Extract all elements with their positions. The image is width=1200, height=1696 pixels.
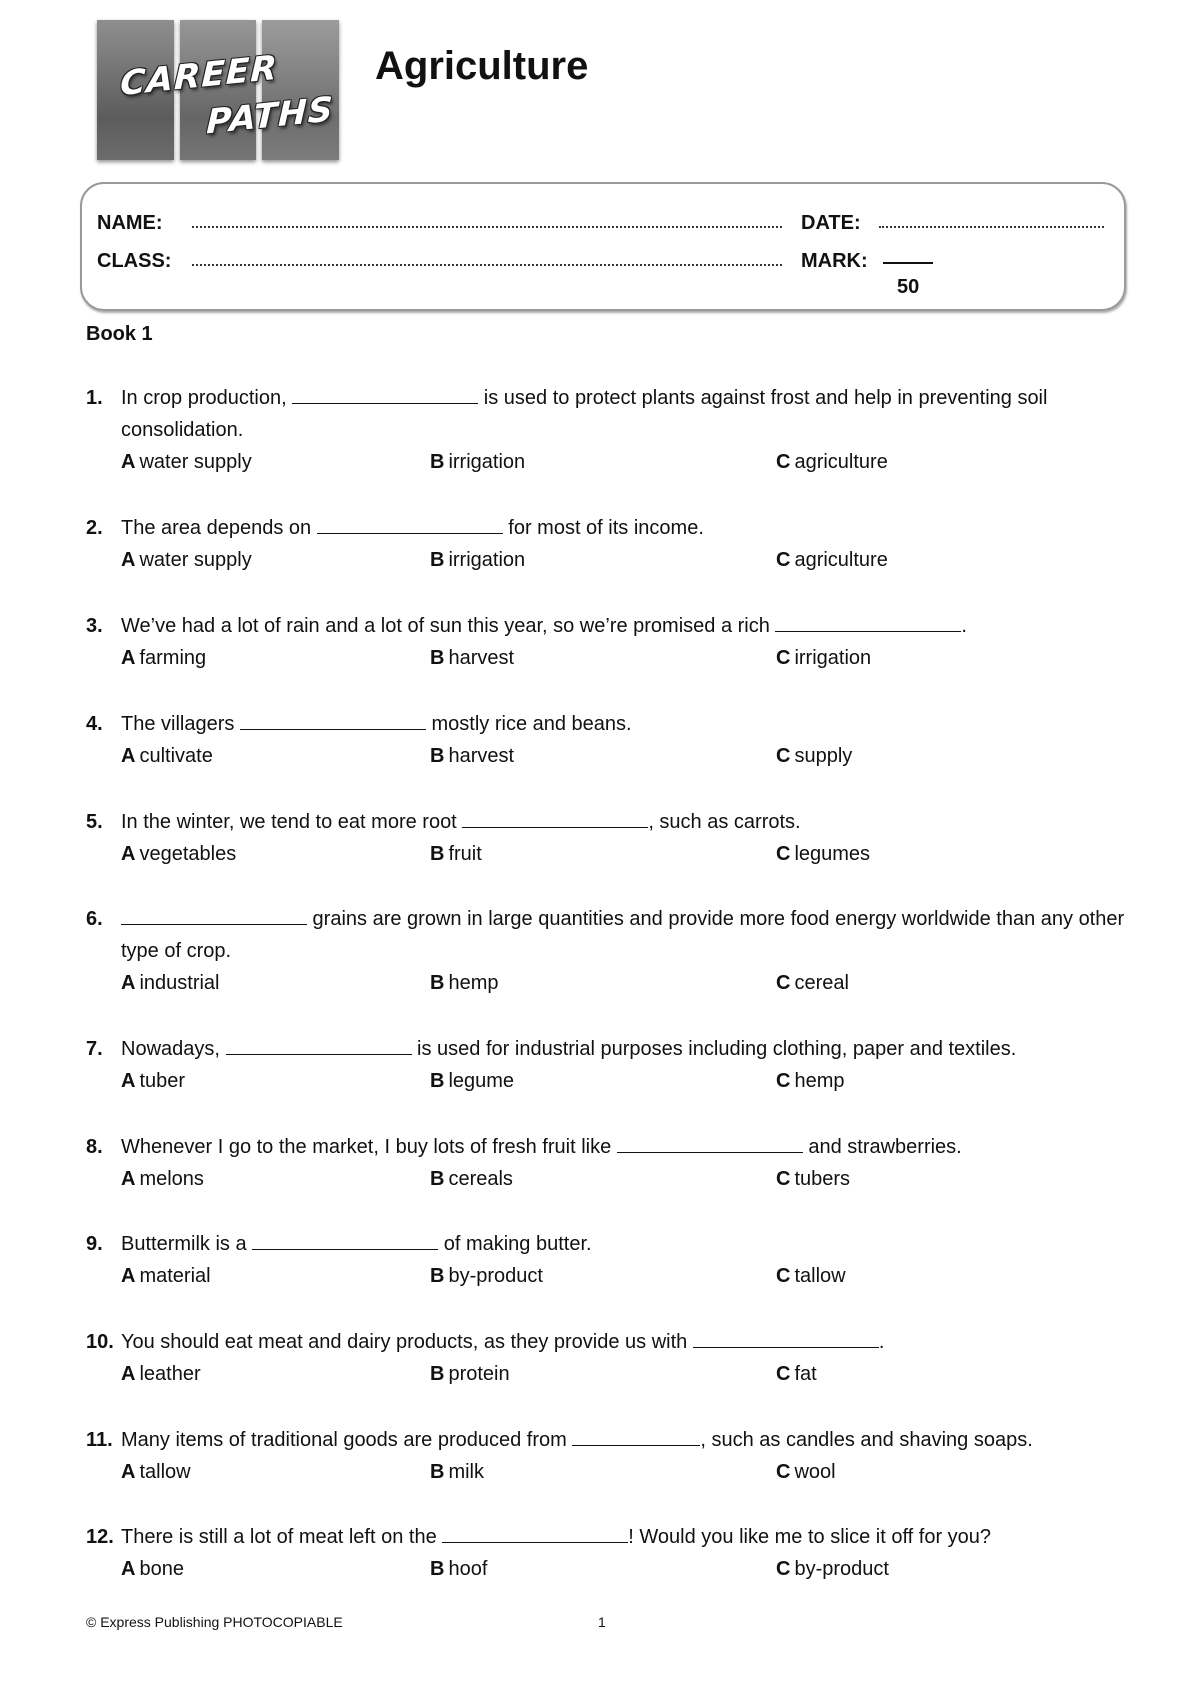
question-text-before: The area depends on xyxy=(121,517,317,539)
question-number: 2. xyxy=(86,517,103,539)
option-text: fruit xyxy=(448,843,482,865)
question-text-before: In crop production, xyxy=(121,387,293,409)
option-text: cultivate xyxy=(139,745,213,767)
option-text: agriculture xyxy=(794,451,888,473)
question-text xyxy=(86,806,1126,838)
answer-blank[interactable] xyxy=(617,1133,803,1153)
option-letter: C xyxy=(776,1070,791,1092)
option-a[interactable] xyxy=(121,740,213,772)
option-text: cereal xyxy=(794,972,849,994)
question-number: 9. xyxy=(86,1233,103,1255)
answer-options xyxy=(86,1553,1126,1585)
option-letter: B xyxy=(430,1461,445,1483)
question-11 xyxy=(86,1424,1126,1488)
option-b[interactable] xyxy=(430,544,525,576)
question-text xyxy=(86,708,1126,740)
question-text-after: , such as carrots. xyxy=(648,811,801,833)
question-text-after: and strawberries. xyxy=(802,1136,962,1158)
answer-options xyxy=(86,446,1126,478)
answer-blank[interactable] xyxy=(442,1523,628,1543)
question-text-after: , such as candles and shaving soaps. xyxy=(700,1429,1033,1451)
question-5 xyxy=(86,806,1126,870)
answer-options xyxy=(86,740,1126,772)
option-letter: B xyxy=(430,1265,445,1287)
option-text: legumes xyxy=(794,843,871,865)
option-letter: A xyxy=(121,1168,136,1190)
answer-blank[interactable] xyxy=(317,514,503,534)
option-letter: B xyxy=(430,843,445,865)
option-letter: A xyxy=(121,1265,136,1287)
option-letter: B xyxy=(430,451,445,473)
question-3 xyxy=(86,610,1126,674)
option-text: hemp xyxy=(448,972,499,994)
question-6 xyxy=(86,903,1126,999)
question-text-after: . xyxy=(878,1331,885,1353)
question-text-after: for most of its income. xyxy=(502,517,704,539)
option-a[interactable] xyxy=(121,838,236,870)
option-letter: B xyxy=(430,1070,445,1092)
option-letter: B xyxy=(430,647,445,669)
option-text: protein xyxy=(448,1363,510,1385)
option-a[interactable] xyxy=(121,1358,201,1390)
question-text xyxy=(86,610,1126,642)
option-text: tubers xyxy=(794,1168,851,1190)
question-number: 12. xyxy=(86,1526,114,1548)
option-text: fat xyxy=(794,1363,817,1385)
answer-options xyxy=(86,1163,1126,1195)
question-number: 10. xyxy=(86,1331,114,1353)
option-letter: B xyxy=(430,1558,445,1580)
question-number: 11. xyxy=(86,1429,113,1451)
class-label: CLASS: xyxy=(97,250,172,272)
option-letter: A xyxy=(121,549,136,571)
option-text: agriculture xyxy=(794,549,888,571)
option-text: legume xyxy=(448,1070,515,1092)
question-text xyxy=(86,1033,1126,1065)
question-text-before: In the winter, we tend to eat more root xyxy=(121,811,463,833)
option-b[interactable] xyxy=(430,838,482,870)
question-text-before: The villagers xyxy=(121,713,240,735)
option-text: leather xyxy=(139,1363,201,1385)
question-text-after: grains are grown in large quantities and provide more food energy worldwide than any other type of crop. xyxy=(121,908,1125,962)
option-text: tallow xyxy=(139,1461,191,1483)
page-title: Agriculture xyxy=(375,44,589,88)
option-text: melons xyxy=(139,1168,204,1190)
question-12 xyxy=(86,1521,1126,1585)
option-letter: B xyxy=(430,1363,445,1385)
question-text xyxy=(86,903,1126,967)
option-b[interactable] xyxy=(430,1456,484,1488)
option-b[interactable] xyxy=(430,1163,513,1195)
option-letter: A xyxy=(121,843,136,865)
option-text: milk xyxy=(448,1461,484,1483)
question-text xyxy=(86,382,1126,446)
page-number: 1 xyxy=(598,1614,606,1630)
question-text-after: of making butter. xyxy=(438,1233,592,1255)
question-number: 6. xyxy=(86,908,103,930)
question-text xyxy=(86,1326,1126,1358)
answer-options xyxy=(86,642,1126,674)
answer-options xyxy=(86,838,1126,870)
question-text-after: is used for industrial purposes including clothing, paper and textiles. xyxy=(411,1038,1017,1060)
option-c[interactable] xyxy=(776,1553,889,1585)
option-c[interactable] xyxy=(776,544,888,576)
option-letter: C xyxy=(776,549,791,571)
question-text xyxy=(86,1131,1126,1163)
option-letter: C xyxy=(776,972,791,994)
option-letter: C xyxy=(776,745,791,767)
question-text-before: You should eat meat and dairy products, as they provide us with xyxy=(121,1331,693,1353)
question-number: 8. xyxy=(86,1136,103,1158)
option-b[interactable] xyxy=(430,446,525,478)
question-text-before: There is still a lot of meat left on the xyxy=(121,1526,443,1548)
option-c[interactable] xyxy=(776,1260,846,1292)
option-letter: A xyxy=(121,1461,136,1483)
question-8 xyxy=(86,1131,1126,1195)
option-text: hemp xyxy=(794,1070,845,1092)
option-text: tuber xyxy=(139,1070,186,1092)
option-letter: A xyxy=(121,972,136,994)
answer-options xyxy=(86,1358,1126,1390)
option-a[interactable] xyxy=(121,1553,184,1585)
question-2 xyxy=(86,512,1126,576)
answer-blank[interactable] xyxy=(572,1426,700,1446)
option-a[interactable] xyxy=(121,446,252,478)
name-field[interactable] xyxy=(192,224,782,228)
option-a[interactable] xyxy=(121,544,252,576)
question-number: 7. xyxy=(86,1038,103,1060)
option-text: water supply xyxy=(139,549,252,571)
option-letter: A xyxy=(121,451,136,473)
question-text xyxy=(86,512,1126,544)
option-text: hoof xyxy=(448,1558,488,1580)
option-text: wool xyxy=(794,1461,836,1483)
option-a[interactable] xyxy=(121,1260,211,1292)
option-text: supply xyxy=(794,745,853,767)
option-a[interactable] xyxy=(121,1065,185,1097)
option-text: bone xyxy=(139,1558,184,1580)
question-text-after: ! Would you like me to slice it off for you? xyxy=(628,1526,992,1548)
answer-options xyxy=(86,544,1126,576)
question-text-before: We’ve had a lot of rain and a lot of sun this year, so we’re promised a rich xyxy=(121,615,776,637)
option-c[interactable] xyxy=(776,1456,836,1488)
answer-blank[interactable] xyxy=(121,905,307,925)
question-text-before: Whenever I go to the market, I buy lots of fresh fruit like xyxy=(121,1136,617,1158)
logo-word-career: CAREER xyxy=(119,47,279,105)
option-a[interactable] xyxy=(121,967,220,999)
question-text-after: . xyxy=(961,615,967,637)
career-paths-logo xyxy=(97,20,339,160)
class-field[interactable] xyxy=(192,262,782,266)
option-letter: B xyxy=(430,972,445,994)
option-letter: A xyxy=(121,1363,136,1385)
option-text: material xyxy=(139,1265,211,1287)
option-text: irrigation xyxy=(448,549,526,571)
answer-blank[interactable] xyxy=(462,808,648,828)
answer-blank[interactable] xyxy=(226,1035,412,1055)
option-letter: C xyxy=(776,451,791,473)
answer-blank[interactable] xyxy=(240,710,426,730)
option-c[interactable] xyxy=(776,1358,817,1390)
option-letter: C xyxy=(776,647,791,669)
question-10 xyxy=(86,1326,1126,1390)
question-text-after: mostly rice and beans. xyxy=(425,713,632,735)
answer-blank[interactable] xyxy=(775,612,961,632)
question-text-after: is used to protect plants against frost and help in preventing soil consolidation. xyxy=(121,387,1048,441)
option-text: vegetables xyxy=(139,843,237,865)
date-label: DATE: xyxy=(801,212,861,234)
option-letter: A xyxy=(121,1558,136,1580)
option-text: irrigation xyxy=(794,647,872,669)
option-text: harvest xyxy=(448,647,515,669)
option-text: farming xyxy=(139,647,207,669)
option-text: water supply xyxy=(139,451,252,473)
question-9 xyxy=(86,1228,1126,1292)
answer-options xyxy=(86,1065,1126,1097)
mark-total: 50 xyxy=(897,276,920,298)
option-c[interactable] xyxy=(776,740,852,772)
option-c[interactable] xyxy=(776,838,870,870)
mark-label: MARK: xyxy=(801,250,868,272)
option-c[interactable] xyxy=(776,446,888,478)
option-a[interactable] xyxy=(121,1456,191,1488)
date-field[interactable] xyxy=(879,224,1104,228)
option-letter: B xyxy=(430,549,445,571)
footer-copyright: © Express Publishing PHOTOCOPIABLE xyxy=(86,1614,343,1630)
option-c[interactable] xyxy=(776,1163,850,1195)
option-b[interactable] xyxy=(430,642,514,674)
option-text: by-product xyxy=(794,1558,889,1580)
answer-options xyxy=(86,1260,1126,1292)
question-1 xyxy=(86,382,1126,478)
option-a[interactable] xyxy=(121,642,206,674)
option-text: harvest xyxy=(448,745,515,767)
option-letter: B xyxy=(430,745,445,767)
question-text-before: Many items of traditional goods are produced from xyxy=(121,1429,573,1451)
question-text-before: Buttermilk is a xyxy=(121,1233,253,1255)
option-text: by-product xyxy=(448,1265,543,1287)
answer-blank[interactable] xyxy=(252,1230,438,1250)
option-letter: A xyxy=(121,745,136,767)
option-text: tallow xyxy=(794,1265,846,1287)
question-4 xyxy=(86,708,1126,772)
student-info-box xyxy=(80,182,1126,311)
option-b[interactable] xyxy=(430,1358,510,1390)
option-letter: C xyxy=(776,843,791,865)
question-text-before: Nowadays, xyxy=(121,1038,226,1060)
mark-fraction-line xyxy=(883,262,933,264)
option-b[interactable] xyxy=(430,967,498,999)
answer-blank[interactable] xyxy=(693,1328,879,1348)
option-letter: A xyxy=(121,647,136,669)
option-letter: B xyxy=(430,1168,445,1190)
logo-word-paths: PATHS xyxy=(205,89,335,143)
question-text xyxy=(86,1228,1126,1260)
option-b[interactable] xyxy=(430,1065,514,1097)
question-text xyxy=(86,1521,1126,1553)
option-letter: C xyxy=(776,1461,791,1483)
option-letter: C xyxy=(776,1363,791,1385)
question-number: 1. xyxy=(86,387,103,409)
question-text xyxy=(86,1424,1126,1456)
option-text: industrial xyxy=(139,972,220,994)
name-label: NAME: xyxy=(97,212,163,234)
answer-options xyxy=(86,967,1126,999)
option-a[interactable] xyxy=(121,1163,204,1195)
question-number: 4. xyxy=(86,713,103,735)
question-number: 5. xyxy=(86,811,103,833)
section-heading: Book 1 xyxy=(86,323,153,345)
option-letter: C xyxy=(776,1168,791,1190)
question-number: 3. xyxy=(86,615,103,637)
option-letter: A xyxy=(121,1070,136,1092)
question-7 xyxy=(86,1033,1126,1097)
answer-options xyxy=(86,1456,1126,1488)
option-letter: C xyxy=(776,1558,791,1580)
option-c[interactable] xyxy=(776,967,849,999)
option-c[interactable] xyxy=(776,1065,844,1097)
option-letter: C xyxy=(776,1265,791,1287)
option-c[interactable] xyxy=(776,642,871,674)
answer-blank[interactable] xyxy=(292,384,478,404)
option-text: irrigation xyxy=(448,451,526,473)
option-b[interactable] xyxy=(430,1260,543,1292)
option-b[interactable] xyxy=(430,1553,487,1585)
option-text: cereals xyxy=(448,1168,513,1190)
option-b[interactable] xyxy=(430,740,514,772)
